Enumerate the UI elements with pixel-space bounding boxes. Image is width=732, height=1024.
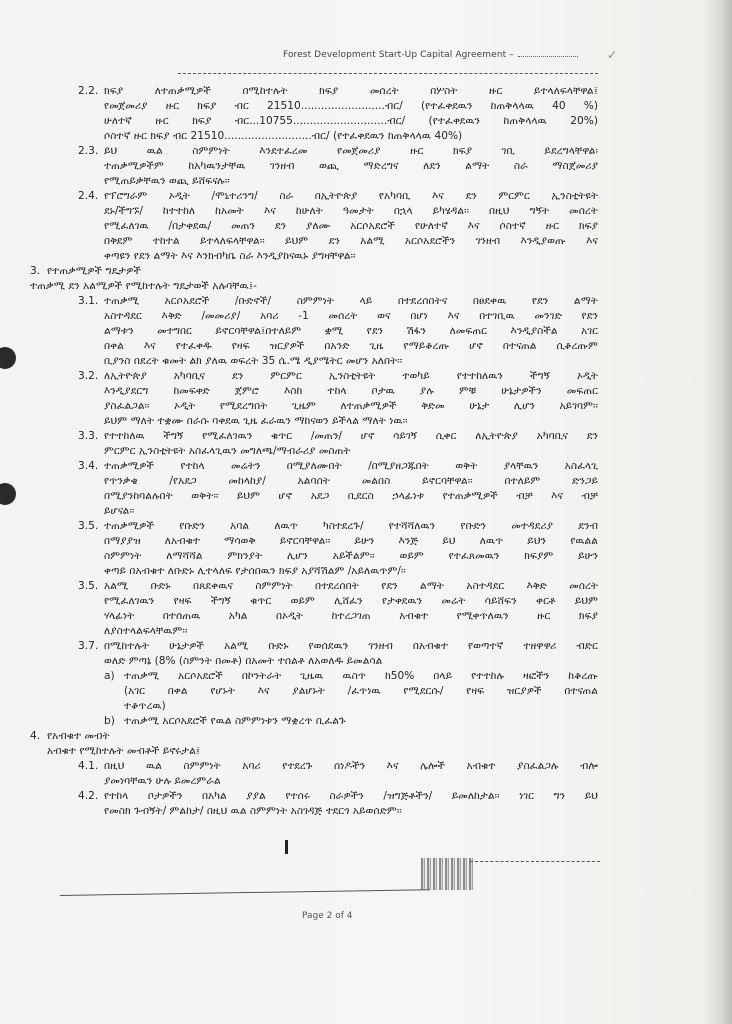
paragraph-text: ይህም ማለት ተቋሙ በራሱ ባቀደዉ ጊዜ ፈራዉን ማከናወን ይችላል ማለት ነዉ፡፡ — [104, 415, 408, 427]
text-line — [0, 684, 732, 699]
paragraph-text: እንዲያደርግ ከመፍቀድ ጀምሮ እስከ ተከላ ቦታዉ ያሉ ምቹ ሁኔታዎችን መፍጠር — [104, 385, 598, 397]
text-line — [0, 759, 732, 774]
paragraph-text: በሚያንከባልሉበት ወቅት፡፡ ይህም ሆኖ አደጋ ቢደርስ ኃላፊነቱ የተጠቃሚዎች ብቻ እና ብቻ — [104, 490, 598, 502]
paragraph-number: 2.4. — [78, 190, 99, 202]
paragraph-text: ስምምነት ለማሻሻል ምክንያት ሊሆን አይችልም፡፡ ወይም የተፈጸመዉን ክፍያም ይሁን — [104, 550, 598, 562]
text-line — [0, 624, 732, 639]
paragraph-text: ተጠቃሚ አርሶአደሮች የዉል ስምምነቱን ማቋረጥ ቢፈልጉ — [124, 715, 346, 727]
text-line — [0, 579, 732, 594]
paragraph-text: ያመነባቸዉን ሁሉ ይመረምራል — [104, 775, 221, 787]
paragraph-text: ተጠቃሚዎች የቡድን አባል ለዉጥ ካስተደረጉ/ የተሻሻለዉን የቡድን መተዳደሪያ ደንብ — [104, 520, 598, 532]
text-line — [0, 204, 732, 219]
text-line — [0, 474, 732, 489]
paragraph-text: ያስፈልጋል፡፡ ኦዲት የሚደረግበት ጊዜም ለተጠቃሚዎች ቅድመ ሁኔታ ሊሆን አይገባም፡፡ — [104, 400, 598, 412]
text-line — [0, 714, 732, 729]
text-line — [0, 174, 732, 189]
paragraph — [0, 144, 732, 189]
paragraph-text: ሁለተኛ ዙር ክፍያ ብር...10755............................ብር/ (የተፈቀደዉን ከጠቅላላዉ 20%) — [104, 115, 598, 127]
paragraph-text: የተተከለዉ ችግኝ የሚፈለገዉን ቁጥር /መጠን/ ሆኖ ሳይገኝ ሲቀር ለኢትዮጵያ አካባቢና ደን — [104, 430, 598, 442]
paragraph — [0, 789, 732, 819]
text-line — [0, 504, 732, 519]
paragraph-text: ይህ ዉል ስምምነት እንደተፈረመ የመጀመሪያ ዙር ክፍያ ገቢ ይደረግላቸዋል፡ — [104, 145, 598, 157]
paragraph-number: 3.4. — [78, 460, 99, 472]
paragraph-text: ይሆናል፡፡ — [104, 505, 135, 517]
paragraph-number: 4. — [30, 730, 41, 742]
paragraph-text: በዚህ ዉል ስምምነት አባሪ የተደረጉ ሰነዶችን እና ሌሎች አብቁተ ያስፈልጋሉ ብሎ — [104, 760, 598, 772]
paragraph — [0, 744, 732, 759]
paragraph-text: ቀጣዩን የደን ልማት እና እንክብካቤ ስራ እንዲያከናዉኑ ያግዛቸዋል፡፡ — [104, 250, 356, 262]
paragraph-text: የተከላ ቦታዎችን በአካል ያያል የተሰሩ ስራዎችን /ዝግጅቶችን/ ይመለከታል፡፡ ነገር ግን ይህ — [104, 790, 598, 802]
header-blank — [518, 56, 578, 57]
paragraph-text: ደኑ/ችግኙ/ ከተተከለ ከአመት እና ከሁለት ዓመታት በኋላ ይካሄዳል፡፡ በዚህ ግኝት መሰረት — [104, 205, 598, 217]
text-line — [0, 639, 732, 654]
paragraph — [0, 429, 732, 459]
text-line — [0, 114, 732, 129]
text-line — [0, 489, 732, 504]
paragraph — [0, 279, 732, 294]
paragraph — [0, 369, 732, 429]
paragraph-text: (አገር በቀል የሆኑት እና ያልሆኑት /ፈጥነዉ የሚደርሱ/ የዛፍ ዝርያዎች በተናጠል — [124, 685, 598, 697]
paragraph — [0, 519, 732, 579]
paragraph-text: ተጠቃሚ አርሶአደሮች /ቡድኖች/ ስምምነት ላይ በተደረሰበትና በፀደቀዉ የደን ልማት — [104, 295, 598, 307]
paragraph-number: 3.2. — [78, 370, 99, 382]
text-line — [0, 669, 732, 684]
text-line — [0, 249, 732, 264]
paragraph-number: 3.7. — [78, 640, 99, 652]
paragraph-text: በቀል እና የተፈቀዱ የዛፍ ዝርያዎች በአንድ ጊዜ የማይቆረጡ ሆኖ በተናጠል ሲቆረጡም — [104, 340, 598, 352]
paragraph-text: የአብቁተ መብት — [47, 730, 110, 742]
text-line — [0, 654, 732, 669]
footer-rule-right — [470, 861, 600, 862]
paragraph-text: ለያስተላልፍላቸዉም፡፡ — [104, 625, 188, 637]
text-line — [0, 519, 732, 534]
text-line — [0, 549, 732, 564]
text-line — [0, 159, 732, 174]
paragraph-text: የተጠቃሚዎች ግዴታዎች — [47, 265, 141, 277]
paragraph — [0, 294, 732, 369]
text-line — [0, 534, 732, 549]
text-line — [0, 564, 732, 579]
check-mark-icon: ✓ — [607, 48, 618, 62]
paragraph — [0, 264, 732, 279]
text-line — [0, 279, 732, 294]
paragraph — [0, 759, 732, 789]
paragraph — [0, 714, 732, 729]
paragraph — [0, 639, 732, 669]
document-body — [0, 84, 732, 819]
paragraph-text: በማያያዝ ለአብቁተ ማሳወቅ ይኖርባቸዋል፡፡ ይሁን እንጅ ይህ ለዉጥ ይህን የዉልል — [104, 535, 598, 547]
ink-mark — [285, 840, 288, 854]
page-number: Page 2 of 4 — [302, 911, 353, 921]
text-line — [0, 354, 732, 369]
text-line — [0, 144, 732, 159]
paragraph-number: 3.5. — [78, 580, 99, 592]
paragraph-number: 3.1. — [78, 295, 99, 307]
text-line — [0, 594, 732, 609]
paragraph-number: 4.2. — [78, 790, 99, 802]
paragraph-text: ሶስተኛ ዙር ክፍያ ብር 21510..........................ብር/ (የተፈቀደዉን ከጠቅላላዉ 40%) — [104, 130, 463, 142]
text-line — [0, 744, 732, 759]
text-line — [0, 429, 732, 444]
text-line — [0, 219, 732, 234]
running-header — [283, 50, 578, 60]
text-line — [0, 414, 732, 429]
paragraph-text: ቀጣይ በአብቁተ ለቡድኑ ሊተላለፍ የታሰበዉን ክፍያ አያሻሽልም /አይለዉጥም/፡፡ — [104, 565, 406, 577]
paragraph-text: አስተዳደር እቅድ /መመሪያ/ አባሪ -1 መሰረት ወና በሆነ እና በተገቢዉ መንገድ የደን — [104, 310, 598, 322]
text-line — [0, 324, 732, 339]
paragraph-text: ተጠቃሚዎችም ከአካዉንታቸዉ ገንዘብ ወጪ ማድረግና ለደን ልማት ስራ ማስጀመሪያ — [104, 160, 598, 172]
text-line — [0, 84, 732, 99]
paragraph-text: ወለድ ምጣኔ (8% (ስምንት በመቶ) በአመት ተሰልቶ ለአወለዱ ይመልሳል — [104, 655, 383, 667]
paragraph — [0, 729, 732, 744]
paragraph — [0, 189, 732, 264]
paragraph-number: 2.3. — [78, 145, 99, 157]
paragraph — [0, 669, 732, 714]
text-line — [0, 264, 732, 279]
paragraph-text: የሚጠይቃቸዉን ወጪ ይሸፍናሉ፡፡ — [104, 175, 230, 187]
text-line — [0, 99, 732, 114]
paragraph-text: ቢያንስ በደረት ቁመት ልክ ያለዉ ወፍረት 35 ሴ.ሜ ዲያሜትር መሆን አለበት፡፡ — [104, 355, 403, 367]
text-line — [0, 309, 732, 324]
text-line — [0, 444, 732, 459]
paragraph-text: የጥንቃቄ /የአደጋ መከላከያ/ አልባሰት መልበስ ይኖርባቸዋል፡፡ በተለይም ድንጋይ — [104, 475, 598, 487]
paragraph-text: ተጠቃሚዎች የተከላ መሬትን በሚያለሙበት /በሚያዘጋጁበት ወቅት ያላቸዉን አስፈላጊ — [104, 460, 598, 472]
paragraph-text: አልሚ ቡድኑ በጸደቀዉና ስምምነት በተደረሰበት የደን ልማት አስተዳደር እቅድ መሰረት — [104, 580, 598, 592]
paragraph-number: 2.2. — [78, 85, 99, 97]
paragraph — [0, 579, 732, 639]
paragraph-text: የሚፈለገዉን የዛፍ ችግኝ ቁጥር ወይም ሊሸፈን የታቀደዉን መሬት ሳይሸፍን ቀርቶ ይህም — [104, 595, 598, 607]
paragraph-text: ተጠቃሚ ደን አልሚዎች የሚከተሉት ግዴታወች አሉባቸዉ፤- — [30, 280, 257, 292]
text-line — [0, 729, 732, 744]
text-line — [0, 369, 732, 384]
text-line — [0, 189, 732, 204]
text-line — [0, 384, 732, 399]
text-line — [0, 699, 732, 714]
paragraph-text: ልማቱን መተግበር ይኖርባቸዋል፤በተለይም ቋሚ የደን ሽፋን ለመፍጠር እንዲያስችል አገር — [104, 325, 598, 337]
paragraph-number: 4.1. — [78, 760, 99, 772]
paragraph-text: የመስክ ጉብኝት/ ምልከታ/ በዚህ ዉል ስምምነት አስገዳጅ ተደርጎ አይወሰድም፡፡ — [104, 805, 402, 817]
text-line — [0, 459, 732, 474]
paragraph-text: የፕሮግራም ኦዲት /ሞኒተሪንግ/ ስራ በኢትዮጵያ የአካባቢ እና ደን ምርምር ኢንስቲትዩት — [104, 190, 598, 202]
paragraph-number: a) — [104, 670, 115, 682]
stamp-seal — [421, 858, 473, 890]
paragraph-number: 3.5. — [78, 520, 99, 532]
header-rule — [178, 73, 598, 74]
footer-rule — [60, 889, 430, 896]
text-line — [0, 399, 732, 414]
text-line — [0, 789, 732, 804]
paragraph-number: 3.3. — [78, 430, 99, 442]
paragraph-text: ሃላፊነት በተሰጠዉ አካል በኦዲት ከተረጋገጠ አብቁተ የሚቀጥለዉን ዙር ክፍያ — [104, 610, 598, 622]
paragraph-text: ክፍያ ለተጠቃሚዎች በሚከተሉት ክፍያ መሰረት በሦስት ዙር ይተላለፍላቸዋል፤ — [104, 85, 598, 97]
paragraph-text: አብቁተ የሚከተሉት መብቶች ይኖሩታል፤ — [47, 745, 201, 757]
paragraph-text: ተቆጥረዉ) — [124, 700, 166, 712]
paragraph-text: ምርምር ኢንስቲትዩት አስፈላጊዉን መግለጫ/ማብራሪያ መስጠት — [104, 445, 351, 457]
text-line — [0, 294, 732, 309]
text-line — [0, 609, 732, 624]
header-title: Forest Development Start-Up Capital Agreement – — [283, 50, 514, 60]
paragraph-text: ለኢትዮጵያ አካባቢና ደን ምርምር ኢንስቲትዩት ተወካይ የተተከለዉን ችግኝ ኦዲት — [104, 370, 598, 382]
text-line — [0, 804, 732, 819]
text-line — [0, 774, 732, 789]
paragraph-number: b) — [104, 715, 115, 727]
paragraph — [0, 459, 732, 519]
paragraph-text: በቅደም ተከተል ይተላለፍላቸዋል፡፡ ይህም ደን አልሚ አርሶአደሮችን ገንዘብ እንዲያወጡ እና — [104, 235, 598, 247]
paragraph-text: የመጀመሪያ ዙር ክፍያ ብር 21510.........................ብር/ (የተፈቀደዉን ከጠቅላላዉ 40 %) — [104, 100, 598, 112]
paragraph — [0, 84, 732, 144]
text-line — [0, 339, 732, 354]
paragraph-text: ተጠቃሚ አርሶአደሮች በኮንትራት ጊዜዉ ዉስጥ ከ50% በላይ የተተከሉ ዛፎችን ከቆረጡ — [124, 670, 598, 682]
paragraph-text: በሚከተሉት ሁኔታዎች አልሚ ቡድኑ የወሰደዉን ገንዘብ በአብቁተ የወጣተኛ ተዘዋዋሪ ብድር — [104, 640, 598, 652]
text-line — [0, 129, 732, 144]
paragraph-text: የሚፈለገዉ /በታቀደዉ/ መጠን ደን ያለሙ አርሶአደሮች የሁለተኛ እና ሶስተኛ ዙር ክፍያ — [104, 220, 598, 232]
paragraph-number: 3. — [30, 265, 41, 277]
text-line — [0, 234, 732, 249]
